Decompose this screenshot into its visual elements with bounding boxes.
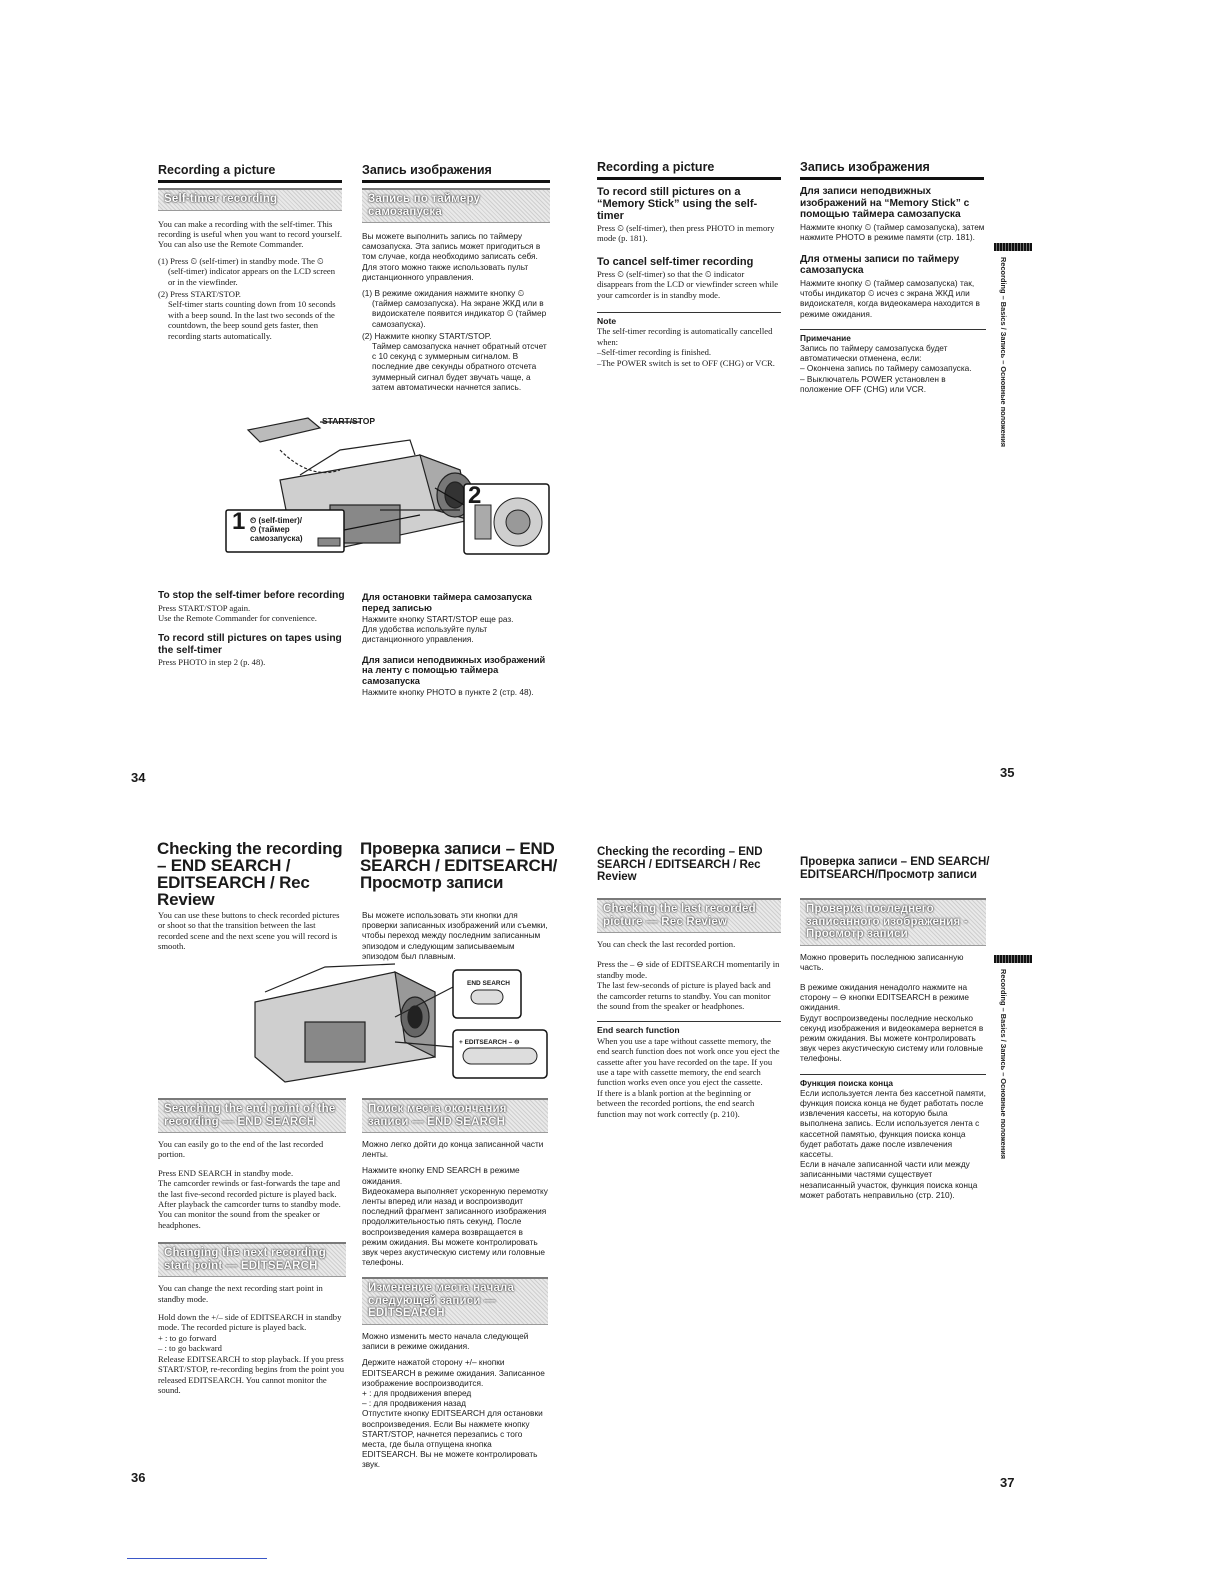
p35-ms-title-en: To record still pictures on a “Memory Stick” using the self-timer (597, 186, 758, 222)
p35-sidebar-text: Recording – Basics / Запись – Основные положения (999, 257, 1008, 448)
p34-camcorder-illustration (220, 410, 555, 590)
p37-sidebar-tab (994, 955, 1032, 963)
p37-section-sidebar (996, 955, 1012, 1185)
p36-intro-ru-block (362, 910, 548, 967)
p34-stop-body-ru: Нажмите кнопку START/STOP еще раз. Для удобства используйте пульт дистанционного управления. (362, 614, 514, 645)
p34-step2-ru: (2) Нажмите кнопку START/STOP. Таймер самозапуска начнет обратный отсчет с 10 секунд с зуммерным сигналом. В последние две секунды обратного отсчета зуммерный сигнал будет звучать чаще, а затем автоматически начнется запись. (362, 330, 547, 392)
p35-note-title-ru: Примечание (800, 329, 986, 343)
p37-es-body-en: When you use a tape without cassette memory, the end search function does not work once you eject the cassette after you have recorded on the tape. If you use a tape with cassette memory, the end search function works even once you eject the cassette. If there is a blank portion at the beginning or between the recorded portions, the end search function may not work correctly (p. 210). (597, 1035, 780, 1119)
p34-ru-bottom (362, 592, 548, 703)
p34-band-en: Self-timer recording (158, 188, 342, 211)
p37-band-ru: Проверка последнего записанного изображения - Просмотр записи (800, 898, 986, 946)
footer-rule (127, 1558, 267, 1559)
p37-p2-en: Press the – ⊖ side of EDITSEARCH momentarily in standby mode. The last few-seconds of picture is played back and the camcorder returns to standby. You can monitor the sound from the speaker or headphones. (597, 959, 780, 1012)
p34-still-title-en: To record still pictures on tapes using the self-timer (158, 633, 342, 656)
p34-intro-ru: Вы можете выполнить запись по таймеру самозапуска. Эта запись может пригодиться в том случае, когда необходимо записать себя. Для этого можно также использовать пульт дистанционного управления. (362, 231, 541, 282)
p37-title-en: Checking the recording – END SEARCH / EDITSEARCH / Rec Review (597, 846, 763, 883)
p36-band1-ru: Поиск места окончания записи — END SEARCH (362, 1098, 548, 1133)
p34-intro-en: You can make a recording with the self-timer. This recording is useful when you want to record yourself. You can also use the Remote Commander. (158, 218, 342, 250)
editsearch-button-label: + EDITSEARCH – ⊖ (459, 1039, 520, 1046)
p35-cancel-body-en: Press ⏲ (self-timer) so that the ⏲ indicator disappears from the LCD or viewfinder screen while your camcorder is in standby mode. (597, 268, 779, 300)
p34-stop-body-en: Press START/STOP again. Use the Remote Commander for convenience. (158, 602, 317, 623)
p37-p1-en: You can check the last recorded portion. (597, 939, 736, 949)
page-number-35: 35 (1000, 765, 1015, 780)
p37-es-title-en: End search function (597, 1021, 781, 1035)
p35-ms-body-en: Press ⏲ (self-timer), then press PHOTO in memory mode (p. 181). (597, 223, 775, 244)
p36-ru-column (362, 1098, 548, 1476)
p36-b2-p1-ru: Можно изменить место начала следующей записи в режиме ожидания. (362, 1330, 529, 1352)
p36-band2-ru: Изменение места начала следующей записи — EDITSEARCH (362, 1277, 548, 1325)
self-timer-callout-label: ⏲ (self-timer)/ ⏲ (таймер самозапуска) (250, 516, 303, 543)
p36-en-column (158, 1098, 346, 1401)
p36-b1-p1-ru: Можно легко дойти до конца записанной части ленты. (362, 1139, 544, 1160)
p36-camcorder-illustration (245, 962, 550, 1090)
page-number-34: 34 (131, 770, 146, 785)
p36-title-ru: Проверка записи – END SEARCH / EDITSEARCH/ Просмотр записи (360, 839, 558, 892)
p37-p1-ru: Можно проверить последнюю записанную часть. (800, 951, 964, 972)
start-stop-callout: START/STOP (322, 416, 376, 426)
step-number-2: 2 (468, 482, 482, 509)
p36-b2-p1-en: You can change the next recording start point in standby mode. (158, 1283, 323, 1304)
p36-b1-p1-en: You can easily go to the end of the last recorded portion. (158, 1139, 324, 1160)
p35-section-sidebar (996, 243, 1012, 473)
p35-ms-body-ru: Нажмите кнопку ⏲ (таймер самозапуска), затем нажмите PHOTO в режиме памяти (стр. 181). (800, 221, 985, 242)
p37-band-en: Checking the last recorded picture — Rec Review (597, 898, 781, 933)
p34-header-en: Recording a picture (158, 163, 342, 183)
page-number-36: 36 (131, 1470, 146, 1485)
p35-cancel-body-ru: Нажмите кнопку ⏲ (таймер самозапуска) так, чтобы индикатор ⏲ исчез с экрана ЖКД или видоискателя, когда видеокамера находится в режиме ожидания. (800, 277, 980, 319)
p34-step1-en: (1) Press ⏲ (self-timer) in standby mode. The ⏲ (self-timer) indicator appears on the LCD screen or in the viewfinder. (158, 255, 336, 287)
p35-header-en: Recording a picture (597, 160, 781, 180)
p36-band1-en: Searching the end point of the recording — END SEARCH (158, 1098, 346, 1133)
p36-band2-en: Changing the next recording start point — EDITSEARCH (158, 1242, 346, 1277)
p37-title-ru: Проверка записи – END SEARCH/ EDITSEARCH/Просмотр записи (800, 856, 990, 881)
p34-band-ru: Запись по таймеру самозапуска (362, 188, 550, 223)
p34-stop-title-ru: Для остановки таймера самозапуска перед записью (362, 592, 532, 613)
step-number-1: 1 (232, 508, 246, 535)
p36-b2-p2-en: Hold down the +/– side of EDITSEARCH in standby mode. The recorded picture is played back. + : to go forward – : to go backward Release EDITSEARCH to stop playback. If you press START/STOP, re-recording begins from the point you released EDITSEARCH. You cannot monitor the sound. (158, 1312, 345, 1395)
p34-step2-en: (2) Press START/STOP. Self-timer starts counting down from 10 seconds with a beep sound. In the last two seconds of the countdown, the beep sound gets faster, then recording starts automatically. (158, 288, 336, 341)
p37-es-body-ru: Если используется лента без кассетной памяти, функция поиска конца не будет работать после извлечения кассеты, на которую была выполнена запись. Если используется лента с кассетной памятью, функция поиска конца будет работать даже после извлечения кассеты. Если в начале записанной части или между записанными частями существует незаписанный участок, функция поиска конца может работать неправильно (стр. 210). (800, 1087, 986, 1200)
p34-stop-title-en: To stop the self-timer before recording (158, 590, 345, 601)
p36-intro-ru: Вы можете использовать эти кнопки для проверки записанных изображений или съемки, чтобы переход между последним записанным эпизодом и следующим записываемым эпизодом был плавным. (362, 910, 548, 961)
p34-still-body-ru: Нажмите кнопку PHOTO в пункте 2 (стр. 48). (362, 687, 534, 698)
p36-b2-p2-ru: Держите нажатой сторону +/– кнопки EDITSEARCH в режиме ожидания. Записанное изображение воспроизводится. + : для продвижения вперед – : для продвижения назад Отпустите кнопку EDITSEARCH для остановки воспроизведения. Если Вы нажмете кнопку START/STOP, начнется перезапись с того места, где была отпущена кнопка EDITSEARCH. Вы не можете контролировать звук. (362, 1357, 545, 1470)
p37-es-title-ru: Функция поиска конца (800, 1074, 986, 1088)
p35-sidebar-tab (994, 243, 1032, 251)
p36-intro-en-block (158, 910, 346, 958)
p36-b1-p2-en: Press END SEARCH in standby mode. The camcorder rewinds or fast-forwards the tape and the last five-second recorded picture is played back. After playback the camcorder turns to standby mode. You can monitor the sound from the speaker or headphones. (158, 1167, 341, 1230)
p35-note-title-en: Note (597, 312, 781, 326)
p37-p2-ru: В режиме ожидания ненадолго нажмите на сторону – ⊖ кнопки EDITSEARCH в режиме ожидания. Будут воспроизведены последние несколько секунд изображения и видеокамера вернется в режим ожидания. Вы можете контролировать звук через акустическую систему или головные телефоны. (800, 981, 984, 1064)
p36-title-en: Checking the recording – END SEARCH / EDITSEARCH / Rec Review (157, 839, 343, 909)
p34-still-body-en: Press PHOTO in step 2 (p. 48). (158, 657, 266, 668)
p36-intro-en: You can use these buttons to check recorded pictures or shoot so that the transition between the last recorded scene and the next scene you will record is smooth. (158, 910, 340, 952)
p35-cancel-title-en: To cancel self-timer recording (597, 255, 754, 268)
p37-sidebar-text: Recording – Basics / Запись – Основные положения (999, 969, 1008, 1160)
p37-ru-column (800, 898, 986, 1206)
page-number-37: 37 (1000, 1475, 1015, 1490)
p34-en-bottom (158, 590, 348, 674)
p35-ru-column (800, 186, 986, 400)
p34-step1-ru: (1) В режиме ожидания нажмите кнопку ⏲ (таймер самозапуска). На экране ЖКД или в видоискателе появится индикатор ⏲ (таймер самозапуска). (362, 288, 547, 329)
p35-note-body-ru: Запись по таймеру самозапуска будет автоматически отменена, если: – Окончена запись по таймеру самозапуска. – Выключатель POWER установлен в положение OFF (CHG) или VCR. (800, 342, 972, 394)
p35-ms-title-ru: Для записи неподвижных изображений на “Memory Stick” с помощью таймера самозапуска (800, 186, 970, 220)
p36-b1-p2-ru: Нажмите кнопку END SEARCH в режиме ожидания. Видеокамера выполняет ускоренную перемотку ленты вперед или назад и воспроизводит последний фрагмент записанного изображения продолжительностью пять секунд. После воспроизведения камера возвращается в режим ожидания. Вы можете контролировать звук через акустическую систему или головные телефоны. (362, 1165, 548, 1268)
p34-en-column (158, 188, 342, 347)
p35-en-column (597, 186, 781, 374)
p34-ru-column (362, 188, 550, 398)
end-search-button-label: END SEARCH (467, 980, 510, 987)
p34-header-ru: Запись изображения (362, 163, 550, 183)
p34-still-title-ru: Для записи неподвижных изображений на ленту с помощью таймера самозапуска (362, 654, 546, 686)
p37-en-column (597, 898, 781, 1125)
camcorder-drawing (220, 410, 555, 590)
p35-header-ru: Запись изображения (800, 160, 984, 180)
p35-note-body-en: The self-timer recording is automatically cancelled when: –Self-timer recording is finished. –The POWER switch is set to OFF (CHG) or VCR. (597, 326, 775, 368)
p35-cancel-title-ru: Для отмены записи по таймеру самозапуска (800, 253, 960, 277)
